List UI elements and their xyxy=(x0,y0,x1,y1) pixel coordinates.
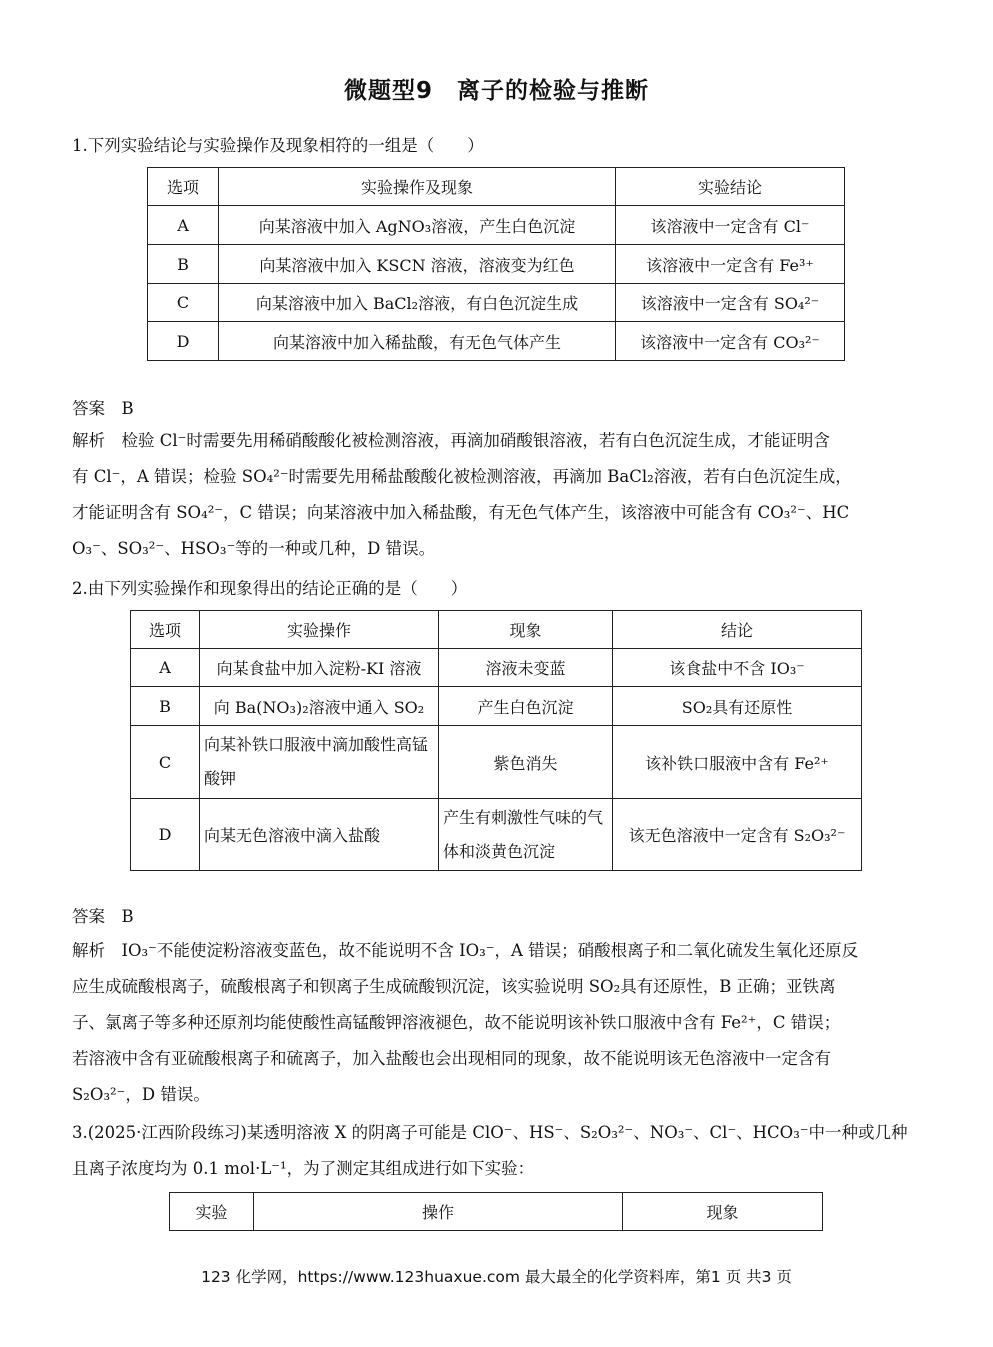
question-line: 且离子浓度均为 0.1 mol·L⁻¹，为了测定其组成进行如下实验： xyxy=(72,1159,535,1178)
table-q1 xyxy=(147,167,845,361)
table-cell: 该溶液中一定含有 Cl⁻ xyxy=(616,206,845,245)
table-cell: B xyxy=(148,245,219,284)
table-q3 xyxy=(169,1192,823,1231)
answer-2: 答案 B xyxy=(72,907,134,926)
table-cell: D xyxy=(148,322,219,361)
analysis-line: 解析 检验 Cl⁻时需要先用稀硝酸酸化被检测溶液，再滴加硝酸银溶液，若有白色沉淀生成，才能证明含 xyxy=(72,431,830,450)
analysis-2 xyxy=(72,933,922,1113)
table-header: 结论 xyxy=(613,611,862,649)
table-cell: A xyxy=(131,649,200,687)
table-cell: 向某补铁口服液中滴加酸性高锰酸钾 xyxy=(200,726,439,799)
table-header: 实验结论 xyxy=(616,168,845,206)
table-cell: 向某无色溶液中滴入盐酸 xyxy=(200,799,439,871)
question-3 xyxy=(72,1115,922,1187)
table-cell: 向某溶液中加入 KSCN 溶液，溶液变为红色 xyxy=(219,245,616,284)
table-header: 实验操作及现象 xyxy=(219,168,616,206)
table-row xyxy=(148,245,845,284)
analysis-1 xyxy=(72,423,922,567)
table-cell: 该食盐中不含 IO₃⁻ xyxy=(613,649,862,687)
analysis-line: 应生成硫酸根离子，硫酸根离子和钡离子生成硫酸钡沉淀，该实验说明 SO₂具有还原性，B 正确；亚铁离 xyxy=(72,977,836,996)
table-row xyxy=(131,799,862,871)
page-footer: 123 化学网，https://www.123huaxue.com 最大最全的化学资料库，第1 页 共3 页 xyxy=(201,1268,792,1286)
table-cell: 该溶液中一定含有 CO₃²⁻ xyxy=(616,322,845,361)
table-row xyxy=(148,322,845,361)
table-cell: SO₂具有还原性 xyxy=(613,687,862,726)
table-row xyxy=(148,284,845,322)
analysis-line: O₃⁻、SO₃²⁻、HSO₃⁻等的一种或几种，D 错误。 xyxy=(72,539,436,558)
table-cell: 紫色消失 xyxy=(439,726,613,799)
table-cell: 向 Ba(NO₃)₂溶液中通入 SO₂ xyxy=(200,687,439,726)
table-cell: 溶液未变蓝 xyxy=(439,649,613,687)
analysis-line: S₂O₃²⁻，D 错误。 xyxy=(72,1085,210,1104)
table-cell: D xyxy=(131,799,200,871)
table-header: 选项 xyxy=(131,611,200,649)
table-row xyxy=(148,206,845,245)
table-header: 选项 xyxy=(148,168,219,206)
table-header: 现象 xyxy=(623,1193,823,1231)
analysis-line: 才能证明含有 SO₄²⁻，C 错误；向某溶液中加入稀盐酸，有无色气体产生，该溶液中可能含有 CO₃²⁻、HC xyxy=(72,503,850,522)
table-q2 xyxy=(130,610,862,871)
table-cell: B xyxy=(131,687,200,726)
table-cell: 该溶液中一定含有 Fe³⁺ xyxy=(616,245,845,284)
table-cell: A xyxy=(148,206,219,245)
table-header: 现象 xyxy=(439,611,613,649)
table-header: 实验 xyxy=(170,1193,254,1231)
table-cell: 该补铁口服液中含有 Fe²⁺ xyxy=(613,726,862,799)
table-cell: C xyxy=(131,726,200,799)
page-title: 微题型9 离子的检验与推断 xyxy=(343,78,649,104)
table-cell: 向某溶液中加入稀盐酸，有无色气体产生 xyxy=(219,322,616,361)
question-line: 3.(2025·江西阶段练习)某透明溶液 X 的阴离子可能是 ClO⁻、HS⁻、S₂O₃²⁻、NO₃⁻、Cl⁻、HCO₃⁻中一种或几种 xyxy=(72,1123,908,1142)
table-cell: 向某食盐中加入淀粉-KI 溶液 xyxy=(200,649,439,687)
table-cell: 该无色溶液中一定含有 S₂O₃²⁻ xyxy=(613,799,862,871)
table-header: 操作 xyxy=(254,1193,623,1231)
table-header: 实验操作 xyxy=(200,611,439,649)
table-cell: 向某溶液中加入 AgNO₃溶液，产生白色沉淀 xyxy=(219,206,616,245)
analysis-line: 若溶液中含有亚硫酸根离子和硫离子，加入盐酸也会出现相同的现象，故不能说明该无色溶液中一定含有 xyxy=(72,1049,831,1068)
table-row xyxy=(131,687,862,726)
question-1: 1.下列实验结论与实验操作及现象相符的一组是（ ） xyxy=(72,136,484,155)
table-row xyxy=(131,649,862,687)
analysis-line: 有 Cl⁻，A 错误；检验 SO₄²⁻时需要先用稀盐酸酸化被检测溶液，再滴加 BaCl₂溶液，若有白色沉淀生成， xyxy=(72,467,852,486)
table-cell: 向某溶液中加入 BaCl₂溶液，有白色沉淀生成 xyxy=(219,284,616,322)
answer-1: 答案 B xyxy=(72,399,134,418)
table-cell: 产生白色沉淀 xyxy=(439,687,613,726)
table-row xyxy=(131,726,862,799)
question-2: 2.由下列实验操作和现象得出的结论正确的是（ ） xyxy=(72,579,468,598)
table-cell: C xyxy=(148,284,219,322)
table-cell: 该溶液中一定含有 SO₄²⁻ xyxy=(616,284,845,322)
analysis-line: 子、氯离子等多种还原剂均能使酸性高锰酸钾溶液褪色，故不能说明该补铁口服液中含有 Fe²⁺，C 错误； xyxy=(72,1013,841,1032)
table-cell: 产生有刺激性气味的气体和淡黄色沉淀 xyxy=(439,799,613,871)
analysis-line: 解析 IO₃⁻不能使淀粉溶液变蓝色，故不能说明不含 IO₃⁻，A 错误；硝酸根离子和二氧化硫发生氧化还原反 xyxy=(72,941,859,960)
